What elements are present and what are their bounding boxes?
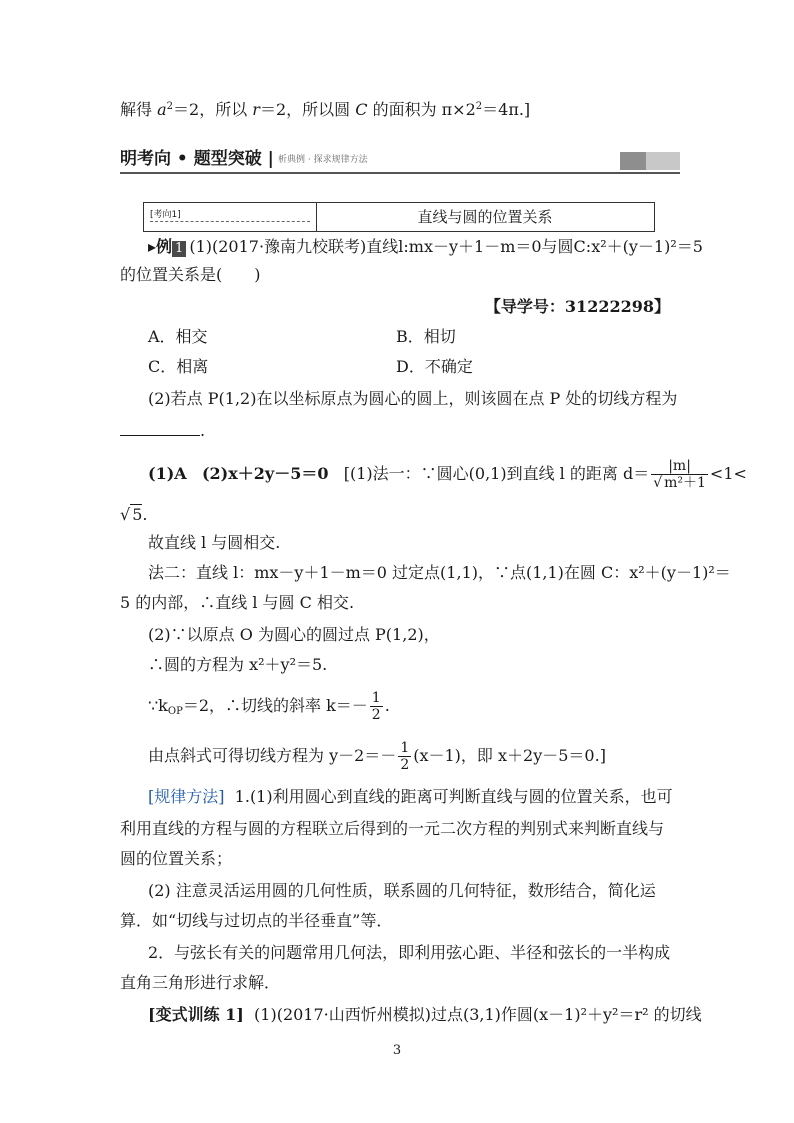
text: ＝2，所以: [173, 100, 253, 119]
section-subtitle: 析典例 · 探求规律方法: [278, 155, 368, 165]
solution-line-1: [148, 458, 747, 491]
solution-line-2: √ 5.: [120, 505, 148, 524]
variant-line: [变式训练 1] (1)(2017·山西忻州模拟)过点(3,1)作圆(x－1)²＋y²＝r² 的切线: [148, 1005, 702, 1024]
var-c: C: [355, 100, 368, 119]
text: 解得: [120, 100, 158, 119]
method-1-text: [(1)法一：∵圆心(0,1)到直线 l 的距离 d＝: [343, 464, 650, 483]
method-line-4: (2) 注意灵活运用圆的几何性质，联系圆的几何特征，数形结合，简化运: [148, 881, 656, 900]
topic-tag-cell: [144, 203, 317, 231]
option-b: B．相切: [396, 327, 456, 346]
question-2-line-2: .: [120, 420, 205, 442]
topic-title: 直线与圆的位置关系: [417, 208, 553, 226]
topic-box: [143, 202, 655, 232]
topic-dash: [150, 221, 310, 222]
solution-line-8: $\because k_{OP}=2$，∴切线的斜率 k＝－ $\frac{1}{2}$ .: [148, 690, 390, 723]
answer-blank: [120, 421, 200, 436]
distance-fraction: $\frac{|m|}{\text{√ m²＋1}}$: [653, 458, 706, 491]
header-decoration: [620, 152, 646, 170]
solution-line-5: 5 的内部，∴直线 l 与圆 C 相交.: [120, 593, 355, 612]
method-line-2: 利用直线的方程与圆的方程联立后得到的一元二次方程的判别式来判断直线与: [120, 819, 665, 838]
section-header: [120, 148, 680, 170]
reference-number: 【导学号：31222298】: [484, 297, 670, 316]
method-1-inequality: <1<: [709, 464, 747, 483]
text: ＝4π.]: [482, 100, 531, 119]
solution-line-7: ∴圆的方程为 x²＋y²＝5.: [148, 655, 328, 674]
example-number: 1: [172, 241, 186, 257]
var-a: a: [157, 100, 167, 119]
example-text: (1)(2017·豫南九校联考)直线l:mx－y＋1－m＝0与圆C:x²＋(y－1)²＝5: [189, 237, 703, 256]
question-2-line-1: (2)若点 P(1,2)在以坐标原点为圆心的圆上，则该圆在点 P 处的切线方程为: [148, 389, 678, 408]
method-line-1: [规律方法] 1.(1)利用圆心到直线的距离可判断直线与圆的位置关系，也可: [148, 787, 673, 806]
exp: 2: [166, 101, 174, 112]
slope-fraction: $\frac{1}{2}$: [371, 690, 381, 723]
option-a: A．相交: [148, 327, 208, 346]
solution-line-4: 法二：直线 l：mx－y＋1－m＝0 过定点(1,1)，∵点(1,1)在圆 C：x²＋(y－1)²＝: [148, 563, 731, 582]
solution-line-9: 由点斜式可得切线方程为 y－2＝－ $\frac{1}{2}$ (x－1)，即 x＋2y－5＝0.]: [148, 740, 606, 773]
method-line-5: 算．如“切线与过切点的半径垂直”等．: [120, 911, 393, 930]
answer-1: (1)A: [148, 464, 187, 483]
variant-label: [变式训练 1]: [148, 1005, 244, 1024]
example-line-1: [148, 236, 703, 258]
method-line-3: 圆的位置关系；: [120, 849, 233, 868]
solution-line-3: 故直线 l 与圆相交.: [148, 533, 281, 552]
example-line-2: 的位置关系是( ): [120, 265, 261, 284]
topic-tag: [考向1]: [150, 210, 181, 220]
text: 的面积为 π×2: [367, 100, 476, 119]
arrow-icon: ▸: [148, 237, 157, 256]
exp: 2: [475, 101, 483, 112]
page-number: 3: [392, 1043, 402, 1058]
section-title: 明考向 • 题型突破 |: [120, 149, 274, 169]
method-line-6: 2．与弦长有关的问题常用几何法，即利用弦心距、半径和弦长的一半构成: [148, 943, 671, 962]
option-d: D．不确定: [396, 357, 473, 376]
option-c: C．相离: [148, 357, 209, 376]
top-line: [120, 96, 530, 121]
var-r: r: [252, 100, 260, 119]
example-label: 例: [156, 237, 173, 256]
solution-line-6: (2)∵以原点 O 为圆心的圆过点 P(1,2)，: [148, 625, 440, 644]
text: ＝2，所以圆: [259, 100, 356, 119]
answer-2: (2)x＋2y－5＝0: [201, 464, 329, 483]
method-label: [规律方法]: [148, 787, 225, 806]
header-rule: [120, 172, 680, 174]
tangent-fraction: $\frac{1}{2}$: [400, 740, 410, 773]
method-line-7: 直角三角形进行求解．: [120, 973, 281, 992]
header-decoration: [646, 152, 680, 170]
